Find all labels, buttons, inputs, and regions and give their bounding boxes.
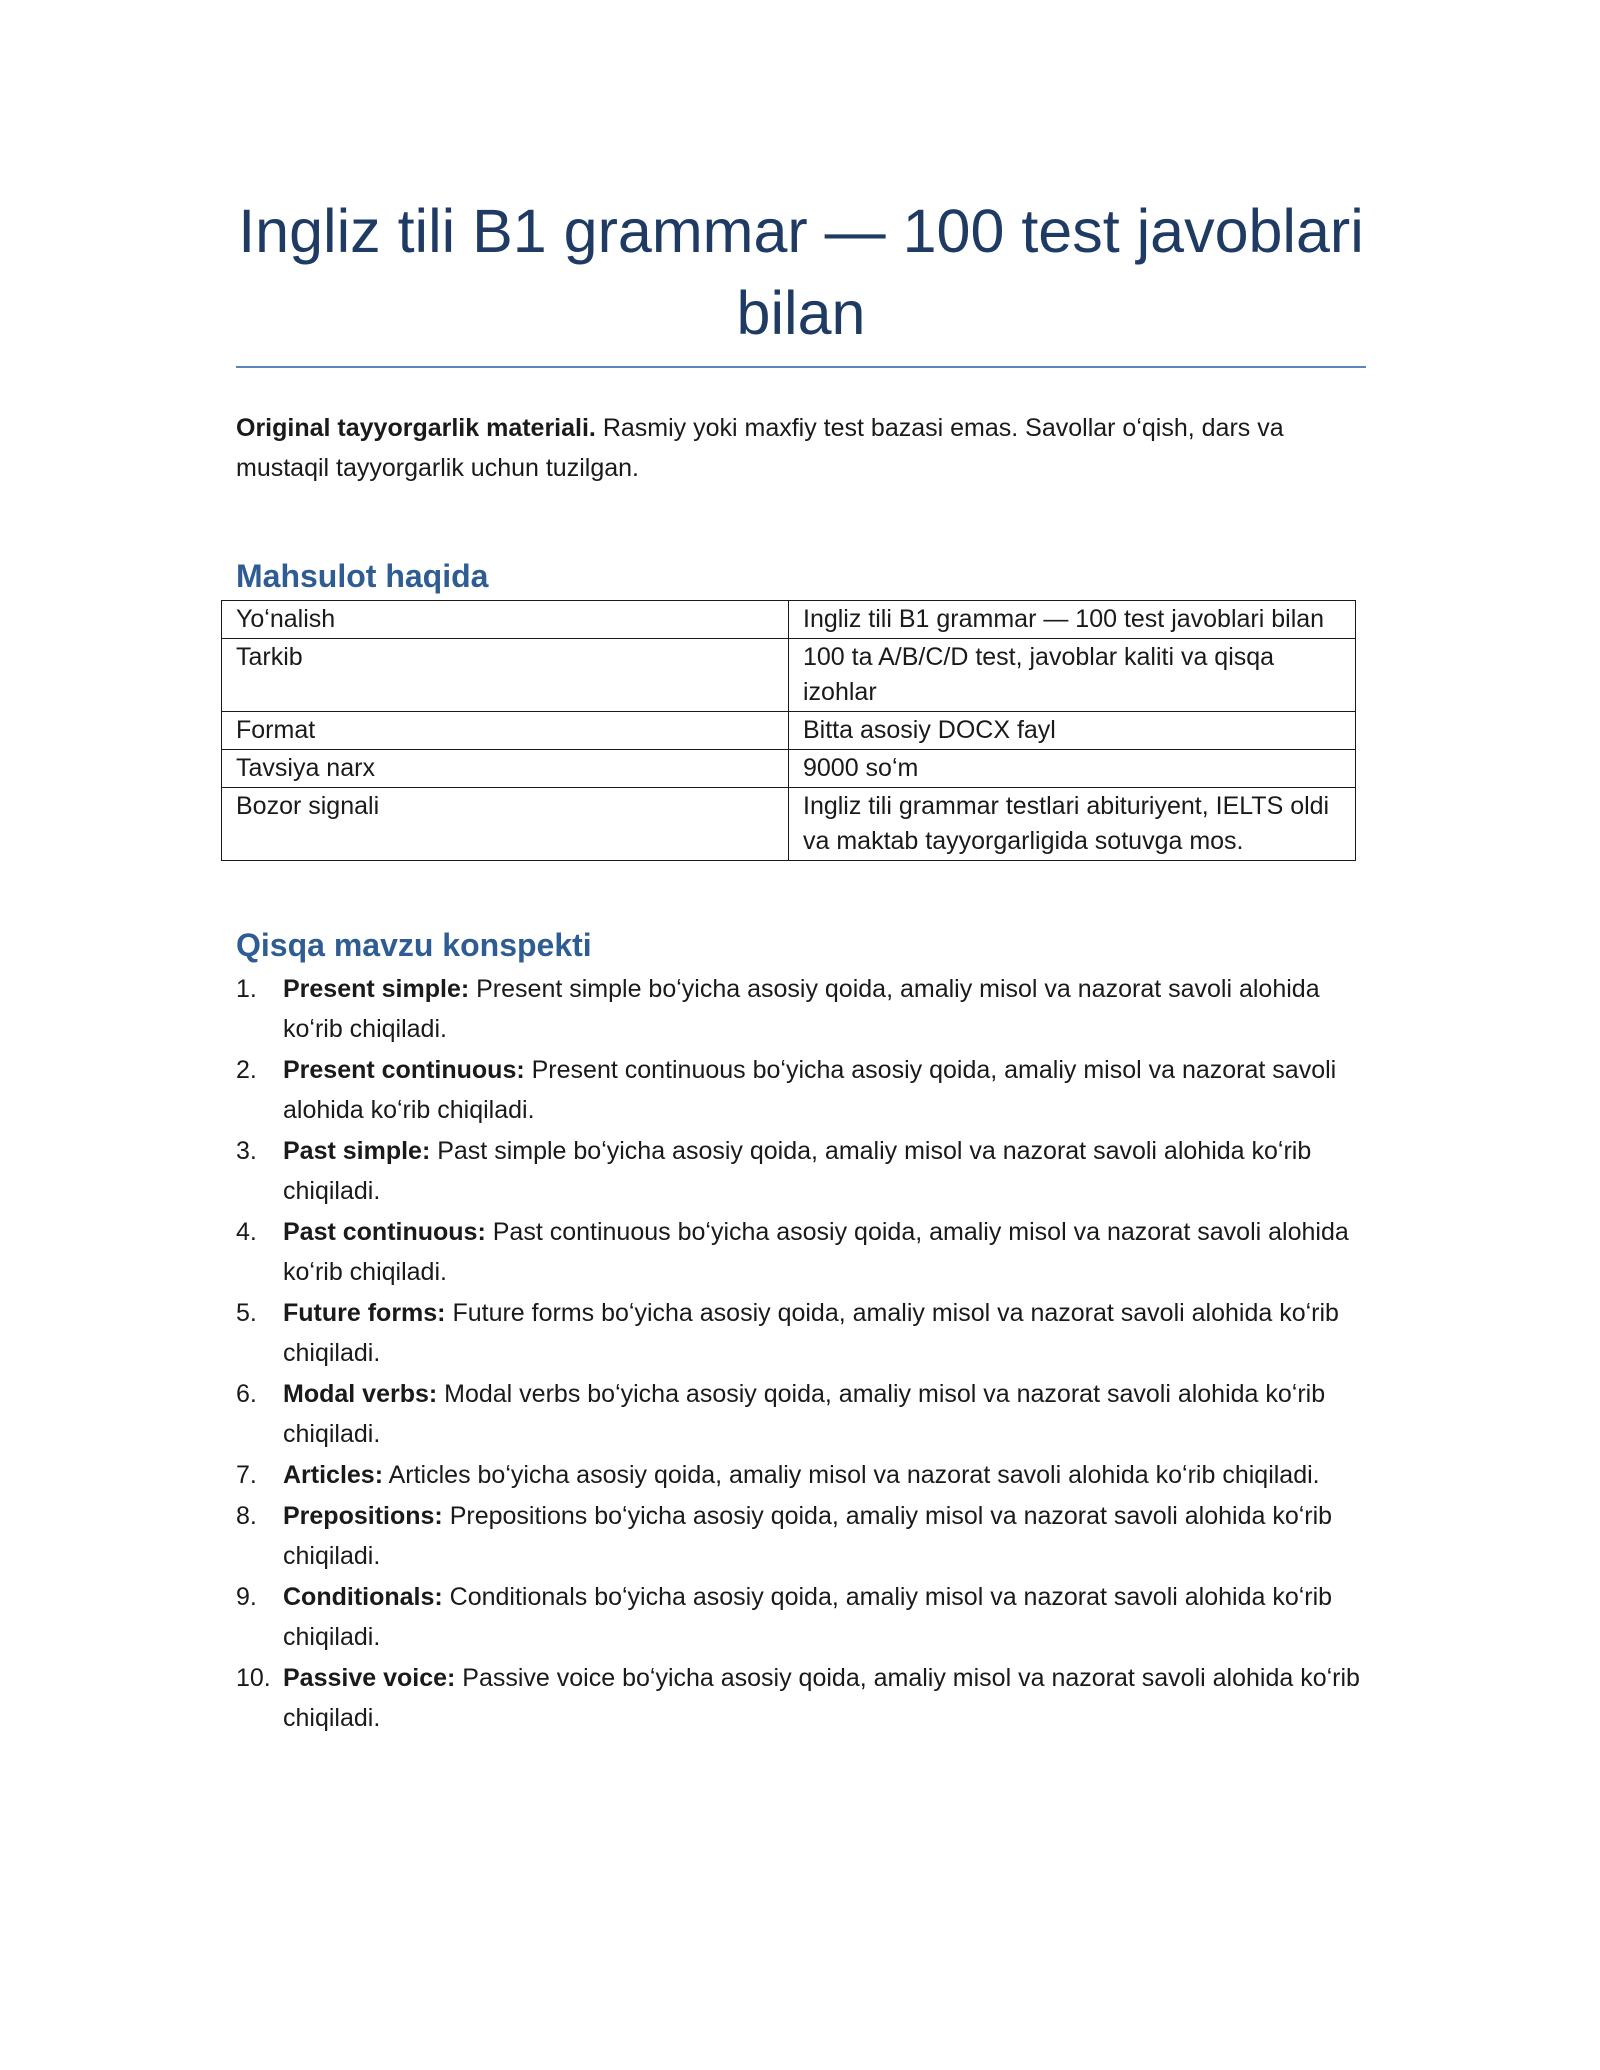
list-item-number: 6. [236,1380,257,1408]
product-info-table [221,600,1356,861]
list-item-number: 8. [236,1502,257,1530]
list-item-term: Past continuous: [283,1218,486,1246]
list-item-text: Modal verbs boʻyicha asosiy qoida, amaliy misol va nazorat savoli alohida koʻrib chiqiladi. [283,1380,1326,1448]
list-item [236,1131,1366,1211]
document-title: Ingliz tili B1 grammar — 100 test javoblari bilan [238,197,1364,347]
list-item-term: Future forms: [283,1299,446,1327]
table-key-cell: Tavsiya narx [222,750,789,788]
title-divider [236,366,1366,368]
document-page [236,0,1366,1739]
table-row [222,750,1356,788]
list-item-number: 9. [236,1583,257,1611]
list-item-number: 4. [236,1218,257,1246]
list-item [236,1577,1366,1657]
list-item-term: Present continuous: [283,1056,525,1084]
list-item-text: Past simple boʻyicha asosiy qoida, amaliy misol va nazorat savoli alohida koʻrib chiqiladi. [283,1137,1312,1205]
table-value-cell: 9000 soʻm [789,750,1356,788]
table-key-cell: Bozor signali [222,788,789,861]
list-item-text: Passive voice boʻyicha asosiy qoida, amaliy misol va nazorat savoli alohida koʻrib chiqiladi. [283,1664,1360,1732]
list-item-text: Prepositions boʻyicha asosiy qoida, amaliy misol va nazorat savoli alohida koʻrib chiqiladi. [283,1502,1333,1570]
list-item-text: Present continuous boʻyicha asosiy qoida, amaliy misol va nazorat savoli alohida koʻrib chiqiladi. [283,1056,1337,1124]
list-item-term: Prepositions: [283,1502,443,1530]
table-value-cell: Ingliz tili grammar testlari abituriyent, IELTS oldi va maktab tayyorgarligida sotuvga mos. [789,788,1356,861]
list-item-term: Modal verbs: [283,1380,438,1408]
list-item-term: Passive voice: [283,1664,456,1692]
list-item [236,1496,1366,1576]
list-item [236,1212,1366,1292]
list-item [236,1374,1366,1454]
list-item-term: Conditionals: [283,1583,443,1611]
list-item-text: Articles boʻyicha asosiy qoida, amaliy misol va nazorat savoli alohida koʻrib chiqiladi. [383,1461,1320,1489]
list-item [236,1050,1366,1130]
product-section-heading: Mahsulot haqida [236,558,489,594]
table-value-cell: Bitta asosiy DOCX fayl [789,712,1356,750]
table-key-cell: Tarkib [222,639,789,712]
table-row [222,601,1356,639]
list-item-number: 2. [236,1056,257,1084]
list-item-number: 7. [236,1461,257,1489]
list-item-term: Articles: [283,1461,384,1489]
table-row [222,712,1356,750]
table-key-cell: Format [222,712,789,750]
table-key-cell: Yoʻnalish [222,601,789,639]
list-item-number: 1. [236,975,257,1003]
list-item-text: Past continuous boʻyicha asosiy qoida, amaliy misol va nazorat savoli alohida koʻrib chiqiladi. [283,1218,1349,1286]
list-item [236,1293,1366,1373]
intro-paragraph [236,408,1366,488]
topic-summary-list [236,969,1366,1738]
table-value-cell: 100 ta A/B/C/D test, javoblar kaliti va qisqa izohlar [789,639,1356,712]
list-item-text: Future forms boʻyicha asosiy qoida, amaliy misol va nazorat savoli alohida koʻrib chiqiladi. [283,1299,1339,1367]
table-row [222,788,1356,861]
list-item [236,969,1366,1049]
list-item-text: Present simple boʻyicha asosiy qoida, amaliy misol va nazorat savoli alohida koʻrib chiqiladi. [283,975,1320,1043]
intro-bold-lead: Original tayyorgarlik materiali. [236,414,596,442]
intro-text: Rasmiy yoki maxfiy test bazasi emas. Savollar oʻqish, dars va mustaqil tayyorgarlik uchun tuzilgan. [236,414,1284,482]
list-item-number: 5. [236,1299,257,1327]
list-item-text: Conditionals boʻyicha asosiy qoida, amaliy misol va nazorat savoli alohida koʻrib chiqiladi. [283,1583,1333,1651]
list-item [236,1658,1366,1738]
list-item-term: Past simple: [283,1137,431,1165]
list-item-number: 10. [236,1664,271,1692]
table-value-cell: Ingliz tili B1 grammar — 100 test javoblari bilan [789,601,1356,639]
list-item-term: Present simple: [283,975,470,1003]
table-row [222,639,1356,712]
summary-section-heading: Qisqa mavzu konspekti [236,927,592,963]
list-item-number: 3. [236,1137,257,1165]
list-item [236,1455,1366,1495]
